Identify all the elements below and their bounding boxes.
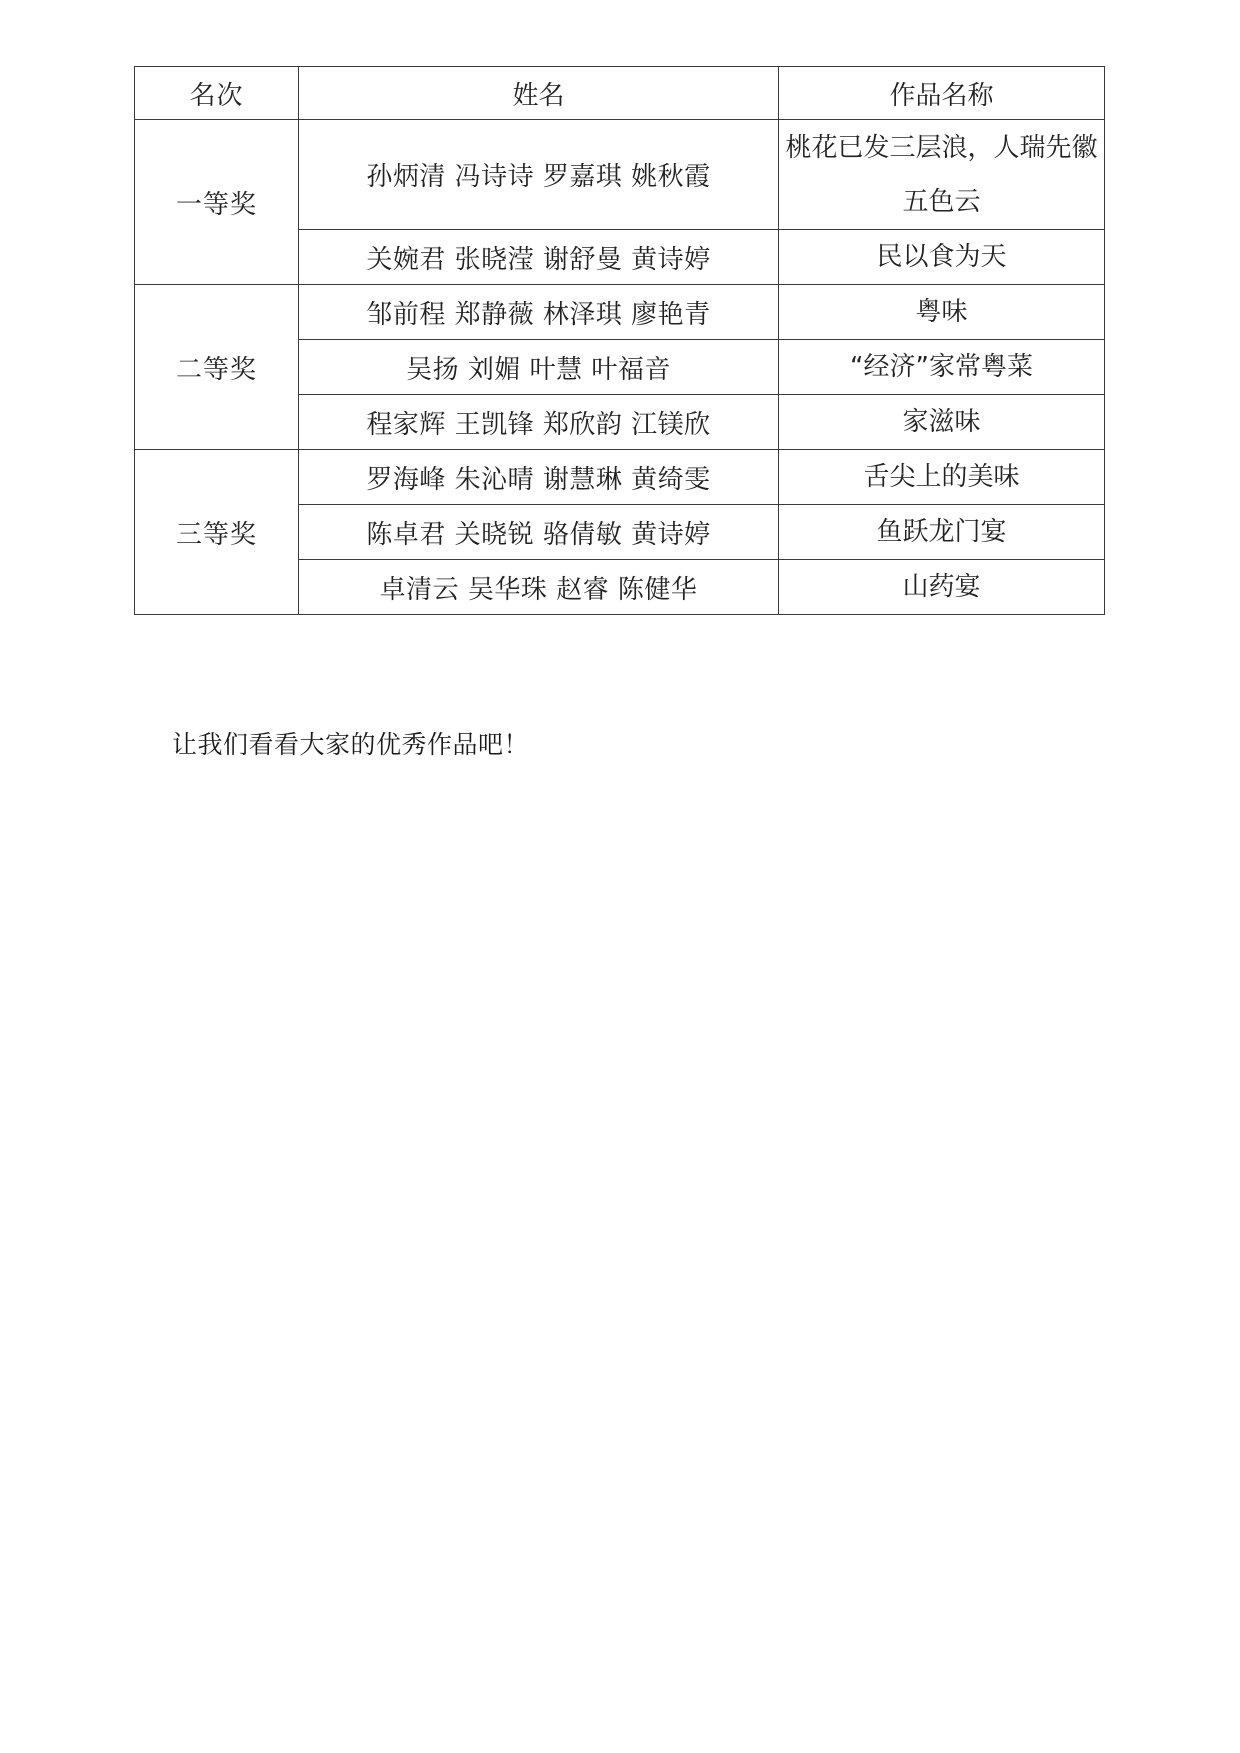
award-table (134, 66, 1105, 615)
table-row (135, 450, 1105, 505)
work-title-cell: “经济”家常粤菜 (779, 340, 1105, 395)
table-header-row (135, 67, 1105, 120)
table-row (135, 285, 1105, 340)
names-cell: 孙炳清 冯诗诗 罗嘉琪 姚秋霞 (299, 120, 779, 230)
rank-first-prize: 一等奖 (135, 120, 299, 285)
names-cell: 邹前程 郑静薇 林泽琪 廖艳青 (299, 285, 779, 340)
names-cell: 罗海峰 朱沁晴 谢慧琳 黄绮雯 (299, 450, 779, 505)
work-title-cell: 鱼跃龙门宴 (779, 505, 1105, 560)
work-title-cell: 舌尖上的美味 (779, 450, 1105, 505)
names-cell: 吴扬 刘媚 叶慧 叶福音 (299, 340, 779, 395)
rank-third-prize: 三等奖 (135, 450, 299, 615)
work-title-cell: 山药宴 (779, 560, 1105, 615)
names-cell: 程家辉 王凯锋 郑欣韵 江镁欣 (299, 395, 779, 450)
names-cell: 卓清云 吴华珠 赵睿 陈健华 (299, 560, 779, 615)
work-title-cell: 桃花已发三层浪，人瑞先徽五色云 (779, 120, 1105, 230)
closing-paragraph: 让我们看看大家的优秀作品吧！ (172, 730, 530, 759)
work-title-cell: 家滋味 (779, 395, 1105, 450)
work-title-cell: 民以食为天 (779, 230, 1105, 285)
rank-second-prize: 二等奖 (135, 285, 299, 450)
table-row (135, 120, 1105, 230)
names-cell: 关婉君 张晓滢 谢舒曼 黄诗婷 (299, 230, 779, 285)
header-work: 作品名称 (779, 67, 1105, 120)
header-rank: 名次 (135, 67, 299, 120)
header-names: 姓名 (299, 67, 779, 120)
names-cell: 陈卓君 关晓锐 骆倩敏 黄诗婷 (299, 505, 779, 560)
work-title-cell: 粤味 (779, 285, 1105, 340)
